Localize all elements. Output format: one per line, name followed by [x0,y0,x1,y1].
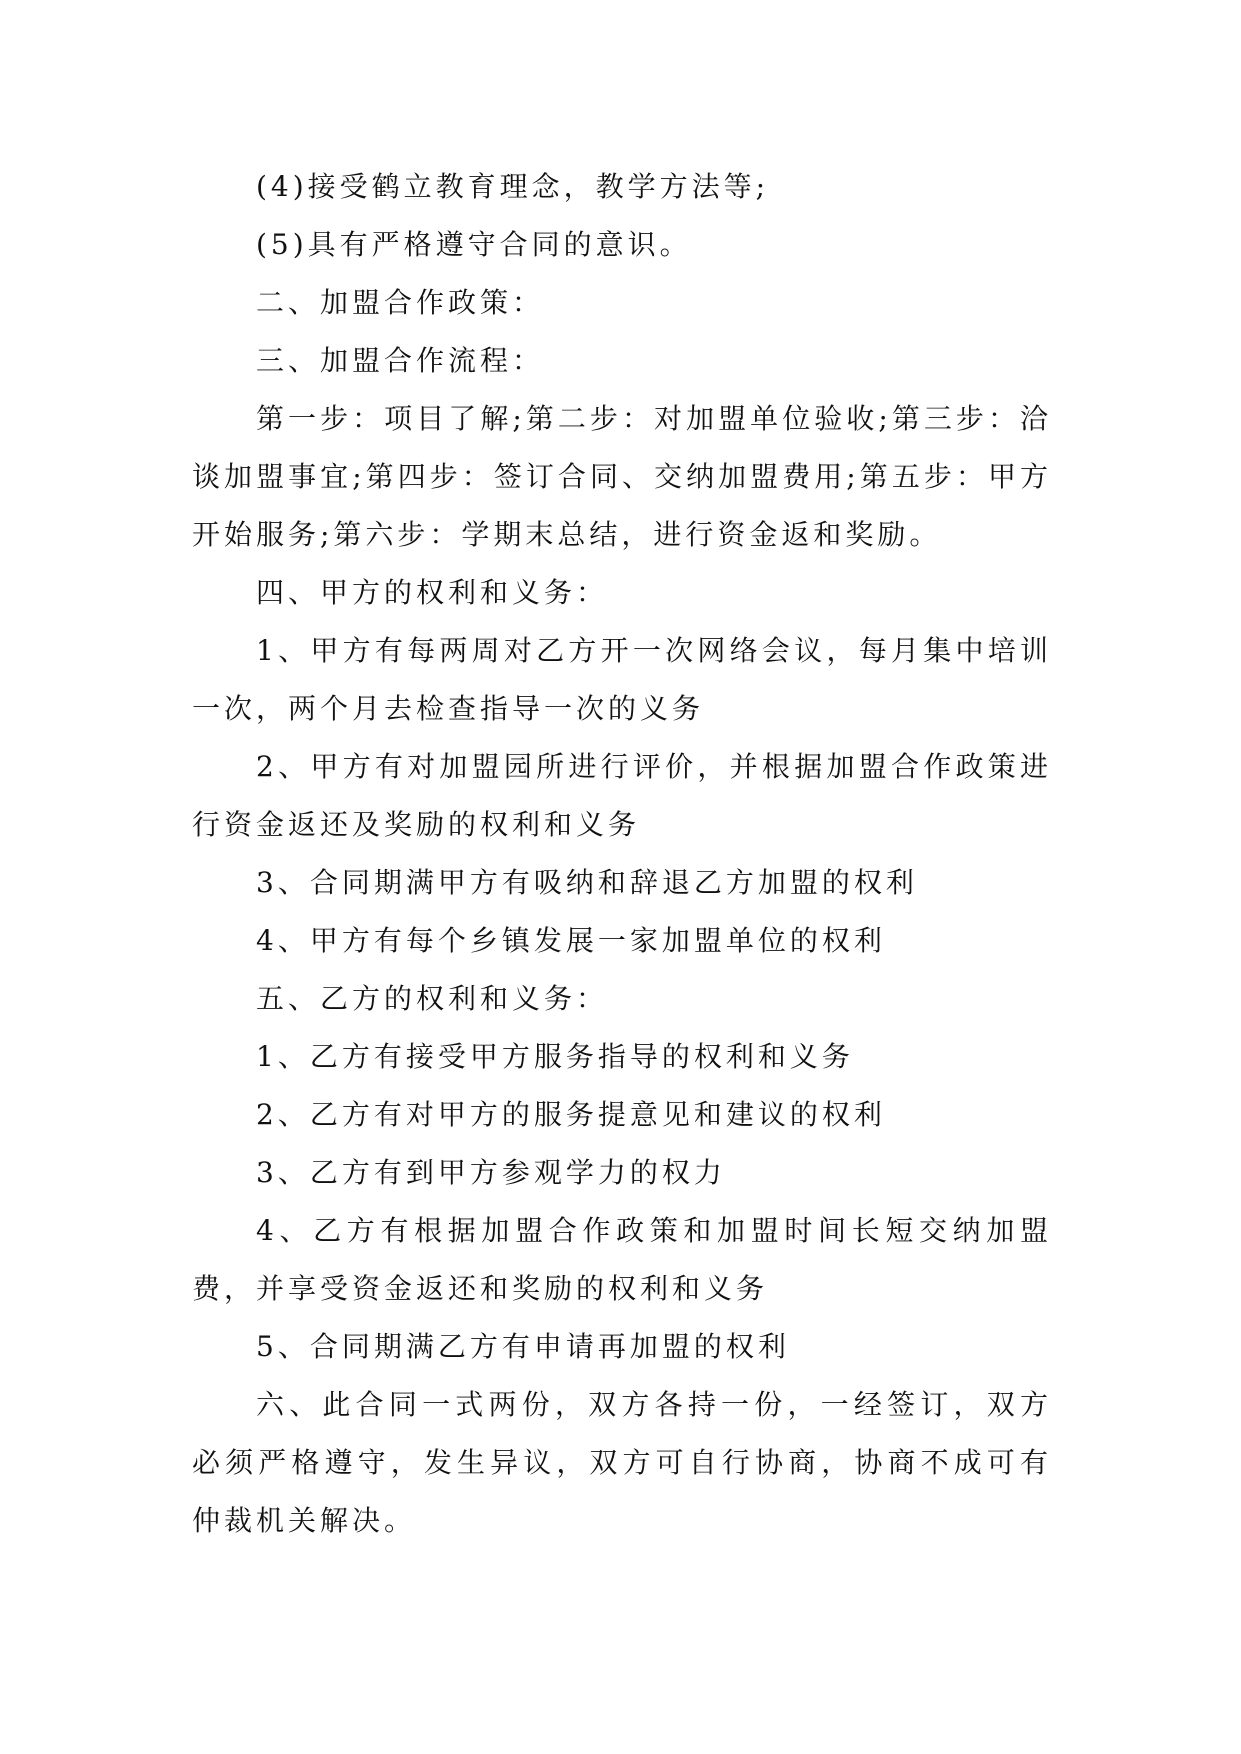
party-b-clause-5: 5、合同期满乙方有申请再加盟的权利 [256,1330,790,1363]
party-a-clause-3: 3、合同期满甲方有吸纳和辞退乙方加盟的权利 [256,866,918,899]
paragraph-process-steps: 第一步：项目了解;第二步：对加盟单位验收;第三步：洽谈加盟事宜;第四步：签订合同、交纳加盟费用;第五步：甲方开始服务;第六步：学期末总结，进行资金返和奖励。 [192,402,1052,551]
document-body [192,158,1052,1550]
party-b-clause-1: 1、乙方有接受甲方服务指导的权利和义务 [256,1040,854,1073]
party-b-clause-2: 2、乙方有对甲方的服务提意见和建议的权利 [256,1098,886,1131]
section-heading-party-a: 四、甲方的权利和义务： [256,576,609,609]
paragraph-item-4: (4)接受鹤立教育理念，教学方法等; [256,170,770,203]
section-heading-party-b: 五、乙方的权利和义务： [256,982,609,1015]
paragraph-item-5: (5)具有严格遵守合同的意识。 [256,228,692,261]
section-heading-process: 三、加盟合作流程： [256,344,545,377]
party-b-clause-4: 4、乙方有根据加盟合作政策和加盟时间长短交纳加盟费，并享受资金返还和奖励的权利和义务 [192,1214,1052,1305]
party-a-clause-2: 2、甲方有对加盟园所进行评价，并根据加盟合作政策进行资金返还及奖励的权利和义务 [192,750,1052,841]
party-b-clause-3: 3、乙方有到甲方参观学力的权力 [256,1156,726,1189]
party-a-clause-4: 4、甲方有每个乡镇发展一家加盟单位的权利 [256,924,886,957]
section-contract-copies: 六、此合同一式两份，双方各持一份，一经签订，双方必须严格遵守，发生异议，双方可自行协商，协商不成可有仲裁机关解决。 [192,1388,1052,1537]
section-heading-policy: 二、加盟合作政策： [256,286,545,319]
party-a-clause-1: 1、甲方有每两周对乙方开一次网络会议，每月集中培训一次，两个月去检查指导一次的义务 [192,634,1052,725]
